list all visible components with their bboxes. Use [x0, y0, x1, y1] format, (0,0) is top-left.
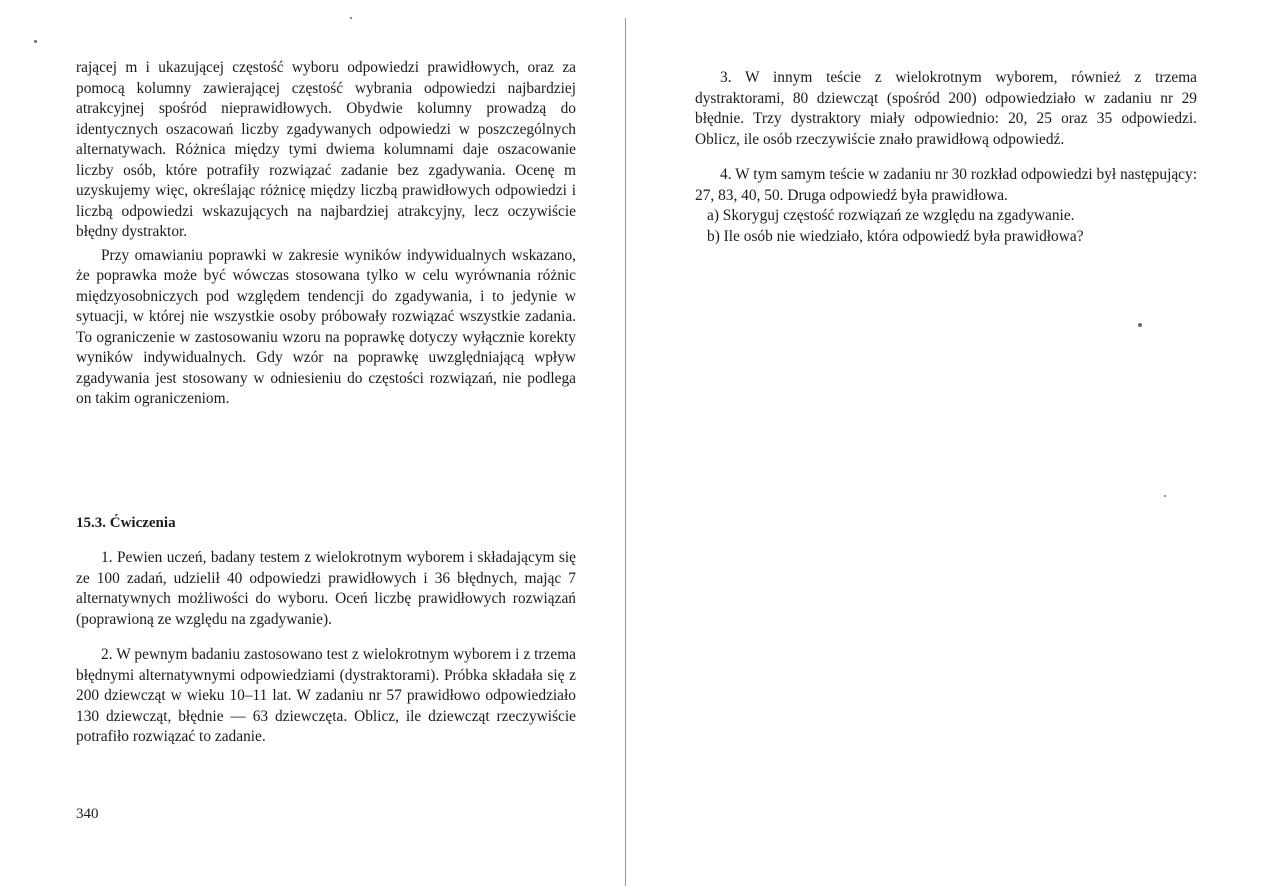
exercise-4: 4. W tym samym teście w zadaniu nr 30 rozkład odpowiedzi był następujący: 27, 83, 40, 50. Druga odpowiedź była prawidłowa.: [695, 166, 1197, 204]
book-spine-divider: [625, 18, 626, 886]
scan-speck: [1138, 323, 1142, 327]
left-page: [76, 58, 576, 745]
exercise-list-left: [76, 548, 576, 748]
exercise-3: 3. W innym teście z wielokrotnym wyborem, również z trzema dystraktorami, 80 dziewcząt (spośród 200) odpowiedziało w zadaniu nr 29 błędnie. Trzy dystraktory miały odpowiednio: 20, 25 oraz 35 odpowiedzi. Oblicz, ile osób rzeczywiście znało prawidłową odpowiedź.: [695, 69, 1197, 148]
paragraph-correction-note: Przy omawianiu poprawki w zakresie wyników indywidualnych wskazano, że poprawka może być wówczas stosowana tylko w celu wyrównania różnic międzyosobniczych pod względem tendencji do zgadywania, i to jedynie w sytuacji, w której nie wszystkie osoby próbowały rozwiązać wszystkie zadania. To ograniczenie w zastosowaniu wzoru na poprawkę dotyczy wyłącznie korekty wyników indywidualnych. Gdy wzór na poprawkę uwzględniającą wpływ zgadywania jest stosowany w odniesieniu do częstości rozwiązań, nie podlega on takim ograniczeniom.: [76, 246, 576, 407]
exercise-4a: a) Skoryguj częstość rozwiązań ze względu na zgadywanie.: [707, 207, 1075, 224]
scan-speck: [1164, 495, 1166, 497]
exercise-1: 1. Pewien uczeń, badany testem z wielokrotnym wyborem i składającym się ze 100 zadań, udzielił 40 odpowiedzi prawidłowych i 36 błędnych, mając 7 alternatywnych możliwości do wyboru. Oceń liczbę prawidłowych rozwiązań (poprawioną ze względu na zgadywanie).: [76, 549, 576, 628]
exercise-2: 2. W pewnym badaniu zastosowano test z wielokrotnym wyborem i z trzema błędnymi alternatywnymi odpowiedziami (dystraktorami). Próbka składała się z 200 dziewcząt w wieku 10–11 lat. W zadaniu nr 57 prawidłowo odpowiedziało 130 dziewcząt, błędnie — 63 dziewczęta. Oblicz, ile dziewcząt rzeczywiście potrafiło rozwiązać to zadanie.: [76, 646, 576, 745]
scan-speck: [34, 40, 37, 43]
paragraph-continuation: rającej m i ukazującej częstość wyboru odpowiedzi prawidłowych, oraz za pomocą kolumny zawierającej częstość wybrania odpowiedzi najbardziej atrakcyjnej spośród nieprawidłowych. Obydwie kolumny prowadzą do identycznych oszacowań liczby zgadywanych odpowiedzi w poszczególnych alternatywach. Różnica między tymi dwiema kolumnami daje oszacowanie liczby osób, które potrafiły rozwiązać zadanie bez zgadywania. Ocenę m uzyskujemy więc, określając różnicę między liczbą prawidłowych odpowiedzi i liczbą odpowiedzi wskazujących na najbardziej atrakcyjny, lecz oczywiście błędny dystraktor.: [76, 59, 576, 240]
exercise-4b: b) Ile osób nie wiedziało, która odpowiedź była prawidłowa?: [707, 227, 1084, 245]
section-heading: 15.3. Ćwiczenia: [76, 515, 176, 531]
page-number: 340: [76, 806, 99, 822]
scan-speck: [350, 17, 352, 19]
right-page: [695, 68, 1197, 247]
